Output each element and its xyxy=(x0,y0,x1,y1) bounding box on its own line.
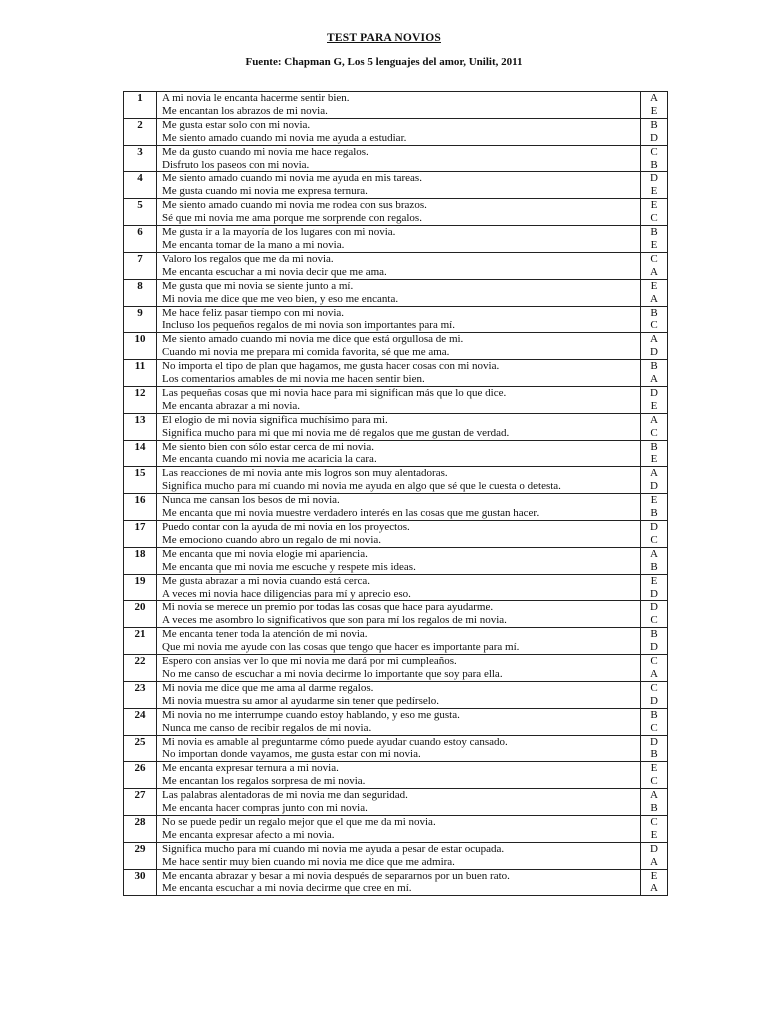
statement-b: Significa mucho para mí cuando mi novia me ayuda en algo que sé que le cuesta o detesta. xyxy=(162,480,561,493)
statement-b: Me encanta escuchar a mi novia decir que me ama. xyxy=(162,265,387,278)
statement-a: Me gusta abrazar a mi novia cuando está cerca. xyxy=(162,574,370,587)
code-a: B xyxy=(650,306,658,319)
answer-codes xyxy=(641,252,668,279)
statement-b: Me encanta tomar de la mano a mi novia. xyxy=(162,238,345,251)
question-number: 23 xyxy=(124,681,157,708)
statement-a: A mi novia le encanta hacerme sentir bien. xyxy=(162,92,350,104)
question-number: 2 xyxy=(124,118,157,145)
answer-codes xyxy=(641,118,668,145)
answer-codes xyxy=(641,226,668,253)
answer-codes xyxy=(641,628,668,655)
question-number: 11 xyxy=(124,360,157,387)
statement-b: Sé que mi novia me ama porque me sorprende con regalos. xyxy=(162,212,422,225)
questionnaire-table xyxy=(123,91,668,896)
code-b: C xyxy=(650,614,658,627)
code-a: E xyxy=(650,574,658,587)
statement-b: Nunca me canso de recibir regalos de mi novia. xyxy=(162,721,372,734)
code-b: B xyxy=(650,748,658,761)
statement-b: Que mi novia me ayude con las cosas que tengo que hacer es importante para mí. xyxy=(162,641,520,654)
statement-pair xyxy=(157,815,641,842)
statement-b: Disfruto los paseos con mi novia. xyxy=(162,158,310,171)
statement-a: Significa mucho para mí cuando mi novia me ayuda a pesar de estar ocupada. xyxy=(162,842,505,855)
statement-b: No importan donde vayamos, me gusta estar con mi novia. xyxy=(162,748,421,761)
answer-codes xyxy=(641,735,668,762)
table-row xyxy=(124,842,668,869)
question-number: 6 xyxy=(124,226,157,253)
statement-b: Me gusta cuando mi novia me expresa ternura. xyxy=(162,185,368,198)
answer-codes xyxy=(641,762,668,789)
statement-a: Las palabras alentadoras de mi novia me dan seguridad. xyxy=(162,789,408,802)
question-number: 24 xyxy=(124,708,157,735)
table-row xyxy=(124,655,668,682)
question-number: 29 xyxy=(124,842,157,869)
statement-pair xyxy=(157,440,641,467)
table-row xyxy=(124,628,668,655)
question-number: 21 xyxy=(124,628,157,655)
table-row xyxy=(124,413,668,440)
statement-pair xyxy=(157,467,641,494)
statement-b: Me encanta cuando mi novia me acaricia la cara. xyxy=(162,453,377,466)
question-number: 8 xyxy=(124,279,157,306)
answer-codes xyxy=(641,145,668,172)
question-number: 16 xyxy=(124,494,157,521)
statement-b: Me encanta abrazar a mi novia. xyxy=(162,399,301,412)
table-row xyxy=(124,494,668,521)
table-row xyxy=(124,92,668,119)
answer-codes xyxy=(641,869,668,896)
question-number: 27 xyxy=(124,789,157,816)
code-b: C xyxy=(650,721,658,734)
statement-a: El elogio de mi novia significa muchísimo para mi. xyxy=(162,413,388,426)
table-row xyxy=(124,252,668,279)
statement-pair xyxy=(157,869,641,896)
statement-a: Me da gusto cuando mi novia me hace regalos. xyxy=(162,145,369,158)
question-number: 4 xyxy=(124,172,157,199)
statement-pair xyxy=(157,789,641,816)
code-b: D xyxy=(650,131,658,144)
statement-pair xyxy=(157,574,641,601)
table-row xyxy=(124,440,668,467)
statement-a: Me siento bien con sólo estar cerca de mi novia. xyxy=(162,440,374,453)
statement-b: Me encanta hacer compras junto con mi novia. xyxy=(162,802,368,815)
statement-a: Nunca me cansan los besos de mi novia. xyxy=(162,494,340,507)
statement-a: Me gusta ir a la mayoría de los lugares con mi novia. xyxy=(162,226,396,239)
question-number: 15 xyxy=(124,467,157,494)
statement-b: Mi novia muestra su amor al ayudarme sin tener que pedírselo. xyxy=(162,694,440,707)
statement-b: Los comentarios amables de mi novia me hacen sentir bien. xyxy=(162,373,425,386)
statement-pair xyxy=(157,842,641,869)
answer-codes xyxy=(641,172,668,199)
table-row xyxy=(124,681,668,708)
code-a: E xyxy=(650,279,658,292)
statement-b: Me encantan los abrazos de mi novia. xyxy=(162,104,328,117)
answer-codes xyxy=(641,521,668,548)
answer-codes xyxy=(641,574,668,601)
code-a: A xyxy=(650,789,658,802)
code-b: A xyxy=(650,265,658,278)
code-b: E xyxy=(650,399,658,412)
question-number: 10 xyxy=(124,333,157,360)
statement-b: No me canso de escuchar a mi novia decirme lo importante que soy para ella. xyxy=(162,667,503,680)
table-row xyxy=(124,547,668,574)
statement-a: Me encanta abrazar y besar a mi novia después de separarnos por un buen rato. xyxy=(162,869,510,882)
answer-codes xyxy=(641,467,668,494)
code-b: E xyxy=(650,185,658,198)
statement-a: Las pequeñas cosas que mi novia hace para mi significan más que lo que dice. xyxy=(162,386,507,399)
code-a: A xyxy=(650,467,658,480)
statement-pair xyxy=(157,681,641,708)
answer-codes xyxy=(641,199,668,226)
code-b: E xyxy=(650,453,658,466)
statement-pair xyxy=(157,360,641,387)
question-number: 28 xyxy=(124,815,157,842)
table-row xyxy=(124,869,668,896)
question-number: 9 xyxy=(124,306,157,333)
statement-pair xyxy=(157,735,641,762)
code-b: C xyxy=(650,319,658,332)
code-a: B xyxy=(650,226,658,239)
table-row xyxy=(124,199,668,226)
answer-codes xyxy=(641,815,668,842)
table-row xyxy=(124,762,668,789)
code-b: D xyxy=(650,346,658,359)
table-row xyxy=(124,467,668,494)
statement-pair xyxy=(157,386,641,413)
code-b: A xyxy=(650,373,658,386)
statement-a: Me gusta que mi novia se siente junto a mí. xyxy=(162,279,354,292)
code-b: A xyxy=(650,667,658,680)
question-number: 3 xyxy=(124,145,157,172)
statement-a: Valoro los regalos que me da mi novia. xyxy=(162,252,334,265)
answer-codes xyxy=(641,494,668,521)
statement-pair xyxy=(157,708,641,735)
answer-codes xyxy=(641,789,668,816)
code-a: A xyxy=(650,92,658,104)
statement-b: A veces mi novia hace diligencias para mí y aprecio eso. xyxy=(162,587,411,600)
statement-a: Me siento amado cuando mi novia me ayuda en mis tareas. xyxy=(162,172,422,185)
answer-codes xyxy=(641,708,668,735)
statement-pair xyxy=(157,413,641,440)
code-b: B xyxy=(650,158,658,171)
statement-b: Me encanta que mi novia muestre verdadero interés en las cosas que me gustan hacer. xyxy=(162,507,540,520)
code-a: D xyxy=(650,172,658,185)
statement-pair xyxy=(157,601,641,628)
question-number: 5 xyxy=(124,199,157,226)
statement-a: Me hace feliz pasar tiempo con mi novia. xyxy=(162,306,345,319)
code-b: D xyxy=(650,694,658,707)
code-a: C xyxy=(650,145,658,158)
statement-pair xyxy=(157,226,641,253)
statement-a: Me siento amado cuando mi novia me rodea con sus brazos. xyxy=(162,199,427,212)
statement-pair xyxy=(157,494,641,521)
statement-a: Me encanta tener toda la atención de mi novia. xyxy=(162,628,368,641)
answer-codes xyxy=(641,279,668,306)
code-b: A xyxy=(650,292,658,305)
code-a: E xyxy=(650,762,658,775)
answer-codes xyxy=(641,413,668,440)
statement-a: Me encanta expresar ternura a mi novia. xyxy=(162,762,339,775)
statement-a: Me encanta que mi novia elogie mi apariencia. xyxy=(162,547,368,560)
table-row xyxy=(124,333,668,360)
statement-b: Me encanta expresar afecto a mi novia. xyxy=(162,828,335,841)
answer-codes xyxy=(641,333,668,360)
code-b: C xyxy=(650,426,658,439)
code-b: D xyxy=(650,587,658,600)
statement-b: Significa mucho para mi que mi novia me dé regalos que me gustan de verdad. xyxy=(162,426,510,439)
statement-a: Me siento amado cuando mi novia me dice que está orgullosa de mi. xyxy=(162,333,464,346)
question-number: 25 xyxy=(124,735,157,762)
answer-codes xyxy=(641,440,668,467)
code-b: A xyxy=(650,882,658,895)
statement-b: Me encanta que mi novia me escuche y respete mis ideas. xyxy=(162,560,416,573)
statement-a: Las reacciones de mi novia ante mis logros son muy alentadoras. xyxy=(162,467,448,480)
code-a: D xyxy=(650,521,658,533)
code-a: D xyxy=(650,601,658,614)
code-b: C xyxy=(650,212,658,225)
code-b: E xyxy=(650,828,658,841)
table-row xyxy=(124,226,668,253)
statement-a: No se puede pedir un regalo mejor que el que me da mi novia. xyxy=(162,815,436,828)
statement-a: Mi novia es amable al preguntarme cómo puede ayudar cuando estoy cansado. xyxy=(162,735,508,748)
code-b: E xyxy=(650,238,658,251)
table-row xyxy=(124,521,668,548)
statement-b: Incluso los pequeños regalos de mi novia son importantes para mí. xyxy=(162,319,455,332)
code-a: E xyxy=(650,199,658,212)
code-a: B xyxy=(650,440,658,453)
answer-codes xyxy=(641,360,668,387)
statement-b: Me emociono cuando abro un regalo de mi novia. xyxy=(162,533,382,546)
question-number: 26 xyxy=(124,762,157,789)
code-b: B xyxy=(650,802,658,815)
code-a: D xyxy=(650,386,658,399)
statement-pair xyxy=(157,333,641,360)
code-a: C xyxy=(650,655,658,668)
statement-a: No importa el tipo de plan que hagamos, me gusta hacer cosas con mi novia. xyxy=(162,360,500,373)
question-number: 18 xyxy=(124,547,157,574)
table-row xyxy=(124,145,668,172)
question-number: 14 xyxy=(124,440,157,467)
answer-codes xyxy=(641,306,668,333)
answer-codes xyxy=(641,842,668,869)
question-number: 1 xyxy=(124,92,157,119)
statement-pair xyxy=(157,252,641,279)
table-row xyxy=(124,708,668,735)
statement-pair xyxy=(157,655,641,682)
code-a: D xyxy=(650,735,658,748)
code-b: B xyxy=(650,507,658,520)
code-a: C xyxy=(650,681,658,694)
code-b: C xyxy=(650,775,658,788)
question-number: 22 xyxy=(124,655,157,682)
table-row xyxy=(124,172,668,199)
table-row xyxy=(124,118,668,145)
code-a: D xyxy=(650,842,658,855)
statement-b: Mi novia me dice que me veo bien, y eso me encanta. xyxy=(162,292,399,305)
code-a: A xyxy=(650,413,658,426)
statement-pair xyxy=(157,521,641,548)
statement-pair xyxy=(157,762,641,789)
statement-b: Me siento amado cuando mi novia me ayuda a estudiar. xyxy=(162,131,407,144)
code-a: B xyxy=(650,118,658,131)
statement-b: Cuando mi novia me prepara mi comida favorita, sé que me ama. xyxy=(162,346,450,359)
table-row xyxy=(124,386,668,413)
answer-codes xyxy=(641,547,668,574)
code-a: A xyxy=(650,547,658,560)
question-number: 30 xyxy=(124,869,157,896)
answer-codes xyxy=(641,655,668,682)
statement-b: Me encanta escuchar a mi novia decirme que cree en mí. xyxy=(162,882,412,895)
statement-a: Puedo contar con la ayuda de mi novia en los proyectos. xyxy=(162,521,410,533)
table-row xyxy=(124,306,668,333)
code-b: C xyxy=(650,533,658,546)
question-number: 12 xyxy=(124,386,157,413)
statement-pair xyxy=(157,172,641,199)
code-b: A xyxy=(650,855,658,868)
statement-a: Mi novia se merece un premio por todas las cosas que hace para ayudarme. xyxy=(162,601,494,614)
statement-pair xyxy=(157,118,641,145)
code-b: B xyxy=(650,560,658,573)
answer-codes xyxy=(641,386,668,413)
statement-pair xyxy=(157,547,641,574)
code-b: E xyxy=(650,104,658,117)
document-title: TEST PARA NOVIOS xyxy=(327,32,441,44)
answer-codes xyxy=(641,681,668,708)
statement-b: Me hace sentir muy bien cuando mi novia me dice que me admira. xyxy=(162,855,455,868)
table-row xyxy=(124,279,668,306)
code-a: B xyxy=(650,628,658,641)
code-b: D xyxy=(650,480,658,493)
code-a: C xyxy=(650,252,658,265)
table-row xyxy=(124,360,668,387)
statement-a: Espero con ansias ver lo que mi novia me dará por mi cumpleaños. xyxy=(162,655,457,668)
statement-pair xyxy=(157,199,641,226)
table-row xyxy=(124,735,668,762)
statement-a: Mi novia no me interrumpe cuando estoy hablando, y eso me gusta. xyxy=(162,708,460,721)
table-row xyxy=(124,789,668,816)
question-number: 17 xyxy=(124,521,157,548)
statement-pair xyxy=(157,279,641,306)
source-citation: Fuente: Chapman G, Los 5 lenguajes del amor, Unilit, 2011 xyxy=(245,56,523,68)
answer-codes xyxy=(641,601,668,628)
table-row xyxy=(124,601,668,628)
table-row xyxy=(124,815,668,842)
answer-codes xyxy=(641,92,668,119)
statement-pair xyxy=(157,145,641,172)
table-row xyxy=(124,574,668,601)
code-a: E xyxy=(650,869,658,882)
code-a: E xyxy=(650,494,658,507)
statement-a: Me gusta estar solo con mi novia. xyxy=(162,118,311,131)
code-a: C xyxy=(650,815,658,828)
statement-pair xyxy=(157,92,641,119)
statement-pair xyxy=(157,628,641,655)
question-number: 19 xyxy=(124,574,157,601)
question-number: 13 xyxy=(124,413,157,440)
statement-b: A veces me asombro lo significativos que son para mí los regalos de mi novia. xyxy=(162,614,507,627)
statement-a: Mi novia me dice que me ama al darme regalos. xyxy=(162,681,374,694)
question-number: 7 xyxy=(124,252,157,279)
statement-pair xyxy=(157,306,641,333)
code-a: B xyxy=(650,360,658,373)
code-a: B xyxy=(650,708,658,721)
code-a: A xyxy=(650,333,658,346)
code-b: D xyxy=(650,641,658,654)
question-number: 20 xyxy=(124,601,157,628)
statement-b: Me encantan los regalos sorpresa de mi novia. xyxy=(162,775,366,788)
